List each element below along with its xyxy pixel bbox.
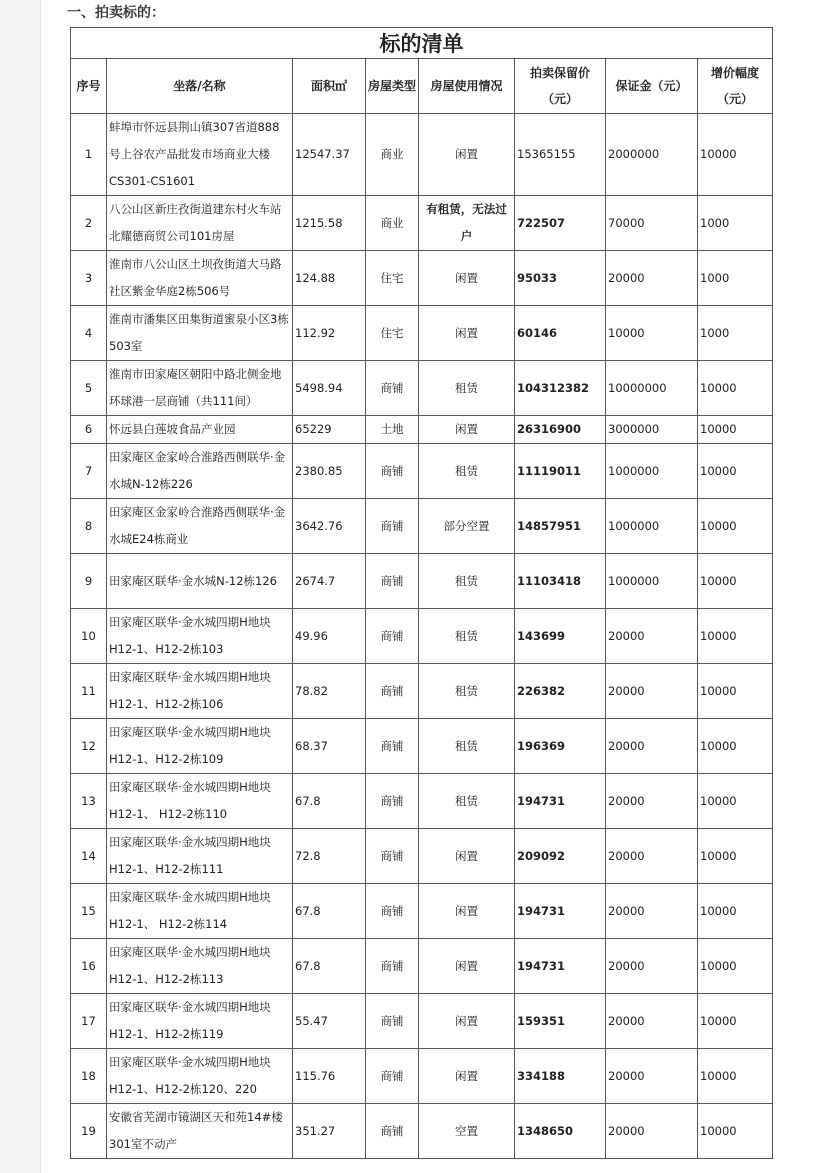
row-type: 商铺 <box>366 554 419 609</box>
table-row <box>71 994 773 1049</box>
row-area: 2380.85 <box>293 444 366 499</box>
row-increment: 10000 <box>698 499 773 554</box>
header-increment: 增价幅度（元） <box>698 59 773 114</box>
row-reserve-price: 11103418 <box>515 554 606 609</box>
row-area: 3642.76 <box>293 499 366 554</box>
row-reserve-price: 209092 <box>515 829 606 884</box>
row-reserve-price: 334188 <box>515 1049 606 1104</box>
table-row <box>71 829 773 884</box>
row-deposit: 10000000 <box>606 361 698 416</box>
row-usage: 部分空置 <box>419 499 515 554</box>
row-num: 14 <box>71 829 107 884</box>
row-location: 淮南市潘集区田集街道蜜泉小区3栋503室 <box>107 306 293 361</box>
row-area: 115.76 <box>293 1049 366 1104</box>
row-location: 田家庵区联华·金水城四期H地块H12-1、H12-2栋106 <box>107 664 293 719</box>
row-area: 78.82 <box>293 664 366 719</box>
row-reserve-price: 11119011 <box>515 444 606 499</box>
row-deposit: 20000 <box>606 994 698 1049</box>
row-usage: 空置 <box>419 1104 515 1159</box>
row-num: 3 <box>71 251 107 306</box>
row-deposit: 20000 <box>606 774 698 829</box>
row-area: 5498.94 <box>293 361 366 416</box>
row-type: 住宅 <box>366 306 419 361</box>
row-usage: 闲置 <box>419 251 515 306</box>
row-area: 67.8 <box>293 939 366 994</box>
row-type: 商铺 <box>366 829 419 884</box>
row-increment: 10000 <box>698 939 773 994</box>
row-increment: 10000 <box>698 829 773 884</box>
row-reserve-price: 60146 <box>515 306 606 361</box>
row-num: 5 <box>71 361 107 416</box>
row-type: 土地 <box>366 416 419 444</box>
row-reserve-price: 14857951 <box>515 499 606 554</box>
row-deposit: 20000 <box>606 939 698 994</box>
table-row <box>71 939 773 994</box>
row-location: 田家庵区联华·金水城四期H地块H12-1、H12-2栋109 <box>107 719 293 774</box>
table-row <box>71 1104 773 1159</box>
row-area: 124.88 <box>293 251 366 306</box>
row-type: 商铺 <box>366 361 419 416</box>
row-usage: 租赁 <box>419 719 515 774</box>
row-deposit: 20000 <box>606 829 698 884</box>
row-area: 55.47 <box>293 994 366 1049</box>
row-increment: 10000 <box>698 361 773 416</box>
row-deposit: 2000000 <box>606 114 698 196</box>
row-increment: 10000 <box>698 994 773 1049</box>
row-location: 田家庵区联华·金水城四期H地块H12-1、H12-2栋103 <box>107 609 293 664</box>
row-type: 商铺 <box>366 1049 419 1104</box>
row-reserve-price: 722507 <box>515 196 606 251</box>
table-row <box>71 499 773 554</box>
table-row <box>71 609 773 664</box>
table-row <box>71 251 773 306</box>
row-type: 住宅 <box>366 251 419 306</box>
row-increment: 10000 <box>698 444 773 499</box>
row-increment: 10000 <box>698 1049 773 1104</box>
row-area: 67.8 <box>293 884 366 939</box>
row-area: 112.92 <box>293 306 366 361</box>
row-deposit: 20000 <box>606 251 698 306</box>
row-deposit: 20000 <box>606 1049 698 1104</box>
table-row <box>71 416 773 444</box>
row-usage: 租赁 <box>419 554 515 609</box>
row-increment: 10000 <box>698 774 773 829</box>
row-usage: 闲置 <box>419 416 515 444</box>
row-num: 11 <box>71 664 107 719</box>
row-type: 商铺 <box>366 1104 419 1159</box>
row-usage: 租赁 <box>419 664 515 719</box>
row-area: 65229 <box>293 416 366 444</box>
row-type: 商业 <box>366 114 419 196</box>
row-location: 淮南市田家庵区朝阳中路北侧金地环球港一层商铺（共111间） <box>107 361 293 416</box>
row-deposit: 20000 <box>606 719 698 774</box>
row-deposit: 70000 <box>606 196 698 251</box>
table-body <box>71 114 773 1159</box>
row-type: 商铺 <box>366 444 419 499</box>
header-reserve-price: 拍卖保留价（元） <box>515 59 606 114</box>
row-num: 13 <box>71 774 107 829</box>
header-location: 坐落/名称 <box>107 59 293 114</box>
row-deposit: 10000 <box>606 306 698 361</box>
row-deposit: 3000000 <box>606 416 698 444</box>
row-type: 商铺 <box>366 939 419 994</box>
row-deposit: 1000000 <box>606 554 698 609</box>
row-location: 淮南市八公山区土坝孜街道大马路社区紫金华庭2栋506号 <box>107 251 293 306</box>
header-type: 房屋类型 <box>366 59 419 114</box>
row-num: 7 <box>71 444 107 499</box>
row-reserve-price: 104312382 <box>515 361 606 416</box>
row-usage: 租赁 <box>419 361 515 416</box>
table-row <box>71 664 773 719</box>
row-num: 15 <box>71 884 107 939</box>
row-num: 2 <box>71 196 107 251</box>
row-increment: 10000 <box>698 719 773 774</box>
row-type: 商铺 <box>366 774 419 829</box>
row-location: 蚌埠市怀远县荆山镇307省道888号上谷农产品批发市场商业大楼CS301-CS1601 <box>107 114 293 196</box>
row-usage: 闲置 <box>419 994 515 1049</box>
row-reserve-price: 143699 <box>515 609 606 664</box>
row-increment: 10000 <box>698 884 773 939</box>
row-area: 1215.58 <box>293 196 366 251</box>
row-num: 17 <box>71 994 107 1049</box>
row-usage: 闲置 <box>419 114 515 196</box>
row-location: 田家庵区金家岭合淮路西侧联华·金水城N-12栋226 <box>107 444 293 499</box>
row-increment: 1000 <box>698 251 773 306</box>
row-deposit: 20000 <box>606 1104 698 1159</box>
row-area: 2674.7 <box>293 554 366 609</box>
row-reserve-price: 15365155 <box>515 114 606 196</box>
header-usage: 房屋使用情况 <box>419 59 515 114</box>
row-location: 田家庵区联华·金水城四期H地块H12-1、H12-2栋119 <box>107 994 293 1049</box>
row-usage: 租赁 <box>419 774 515 829</box>
row-location: 八公山区新庄孜街道建东村火车站北耀德商贸公司101房屋 <box>107 196 293 251</box>
row-location: 田家庵区联华·金水城N-12栋126 <box>107 554 293 609</box>
row-increment: 1000 <box>698 306 773 361</box>
header-num: 序号 <box>71 59 107 114</box>
row-area: 351.27 <box>293 1104 366 1159</box>
row-num: 6 <box>71 416 107 444</box>
row-increment: 10000 <box>698 609 773 664</box>
row-reserve-price: 26316900 <box>515 416 606 444</box>
row-deposit: 1000000 <box>606 499 698 554</box>
row-reserve-price: 194731 <box>515 939 606 994</box>
table-row <box>71 1049 773 1104</box>
table-row <box>71 554 773 609</box>
header-row <box>71 59 773 114</box>
table-row <box>71 196 773 251</box>
row-reserve-price: 1348650 <box>515 1104 606 1159</box>
row-usage: 闲置 <box>419 306 515 361</box>
row-usage: 闲置 <box>419 829 515 884</box>
row-reserve-price: 226382 <box>515 664 606 719</box>
row-location: 田家庵区联华·金水城四期H地块 H12-1、H12-2栋111 <box>107 829 293 884</box>
row-usage: 租赁 <box>419 444 515 499</box>
row-num: 16 <box>71 939 107 994</box>
row-increment: 1000 <box>698 196 773 251</box>
row-increment: 10000 <box>698 416 773 444</box>
row-num: 1 <box>71 114 107 196</box>
row-usage: 闲置 <box>419 1049 515 1104</box>
row-location: 安徽省芜湖市镜湖区天和苑14#楼301室不动产 <box>107 1104 293 1159</box>
row-reserve-price: 95033 <box>515 251 606 306</box>
row-location: 怀远县白莲坡食品产业园 <box>107 416 293 444</box>
row-area: 72.8 <box>293 829 366 884</box>
row-deposit: 20000 <box>606 664 698 719</box>
row-increment: 10000 <box>698 554 773 609</box>
auction-items-table <box>70 27 773 1159</box>
row-location: 田家庵区联华·金水城四期H地块 H12-1、H12-2栋113 <box>107 939 293 994</box>
document-page <box>40 0 838 1173</box>
row-deposit: 20000 <box>606 609 698 664</box>
row-deposit: 1000000 <box>606 444 698 499</box>
row-location: 田家庵区联华·金水城四期H地块H12-1、H12-2栋120、220 <box>107 1049 293 1104</box>
table-row <box>71 306 773 361</box>
table-row <box>71 774 773 829</box>
table-row <box>71 444 773 499</box>
row-reserve-price: 159351 <box>515 994 606 1049</box>
row-num: 18 <box>71 1049 107 1104</box>
row-type: 商铺 <box>366 664 419 719</box>
row-reserve-price: 194731 <box>515 884 606 939</box>
row-type: 商铺 <box>366 499 419 554</box>
row-reserve-price: 194731 <box>515 774 606 829</box>
row-area: 49.96 <box>293 609 366 664</box>
row-num: 4 <box>71 306 107 361</box>
row-num: 9 <box>71 554 107 609</box>
header-area: 面积㎡ <box>293 59 366 114</box>
row-area: 68.37 <box>293 719 366 774</box>
table-row <box>71 884 773 939</box>
row-num: 12 <box>71 719 107 774</box>
table-row <box>71 361 773 416</box>
header-deposit: 保证金（元） <box>606 59 698 114</box>
row-num: 8 <box>71 499 107 554</box>
row-deposit: 20000 <box>606 884 698 939</box>
row-area: 12547.37 <box>293 114 366 196</box>
row-type: 商业 <box>366 196 419 251</box>
row-type: 商铺 <box>366 884 419 939</box>
row-usage: 闲置 <box>419 939 515 994</box>
row-increment: 10000 <box>698 1104 773 1159</box>
row-type: 商铺 <box>366 719 419 774</box>
table-title: 标的清单 <box>71 28 773 59</box>
row-location: 田家庵区联华·金水城四期H地块 H12-1、 H12-2栋114 <box>107 884 293 939</box>
table-row <box>71 114 773 196</box>
table-row <box>71 719 773 774</box>
row-usage: 租赁 <box>419 609 515 664</box>
row-location: 田家庵区联华·金水城四期H地块 H12-1、 H12-2栋110 <box>107 774 293 829</box>
row-type: 商铺 <box>366 994 419 1049</box>
row-usage: 闲置 <box>419 884 515 939</box>
row-num: 10 <box>71 609 107 664</box>
section-heading: 一、拍卖标的： <box>67 5 165 21</box>
row-usage: 有租赁，无法过户 <box>419 196 515 251</box>
row-type: 商铺 <box>366 609 419 664</box>
row-reserve-price: 196369 <box>515 719 606 774</box>
row-increment: 10000 <box>698 114 773 196</box>
row-area: 67.8 <box>293 774 366 829</box>
row-location: 田家庵区金家岭合淮路西侧联华·金水城E24栋商业 <box>107 499 293 554</box>
row-increment: 10000 <box>698 664 773 719</box>
row-num: 19 <box>71 1104 107 1159</box>
